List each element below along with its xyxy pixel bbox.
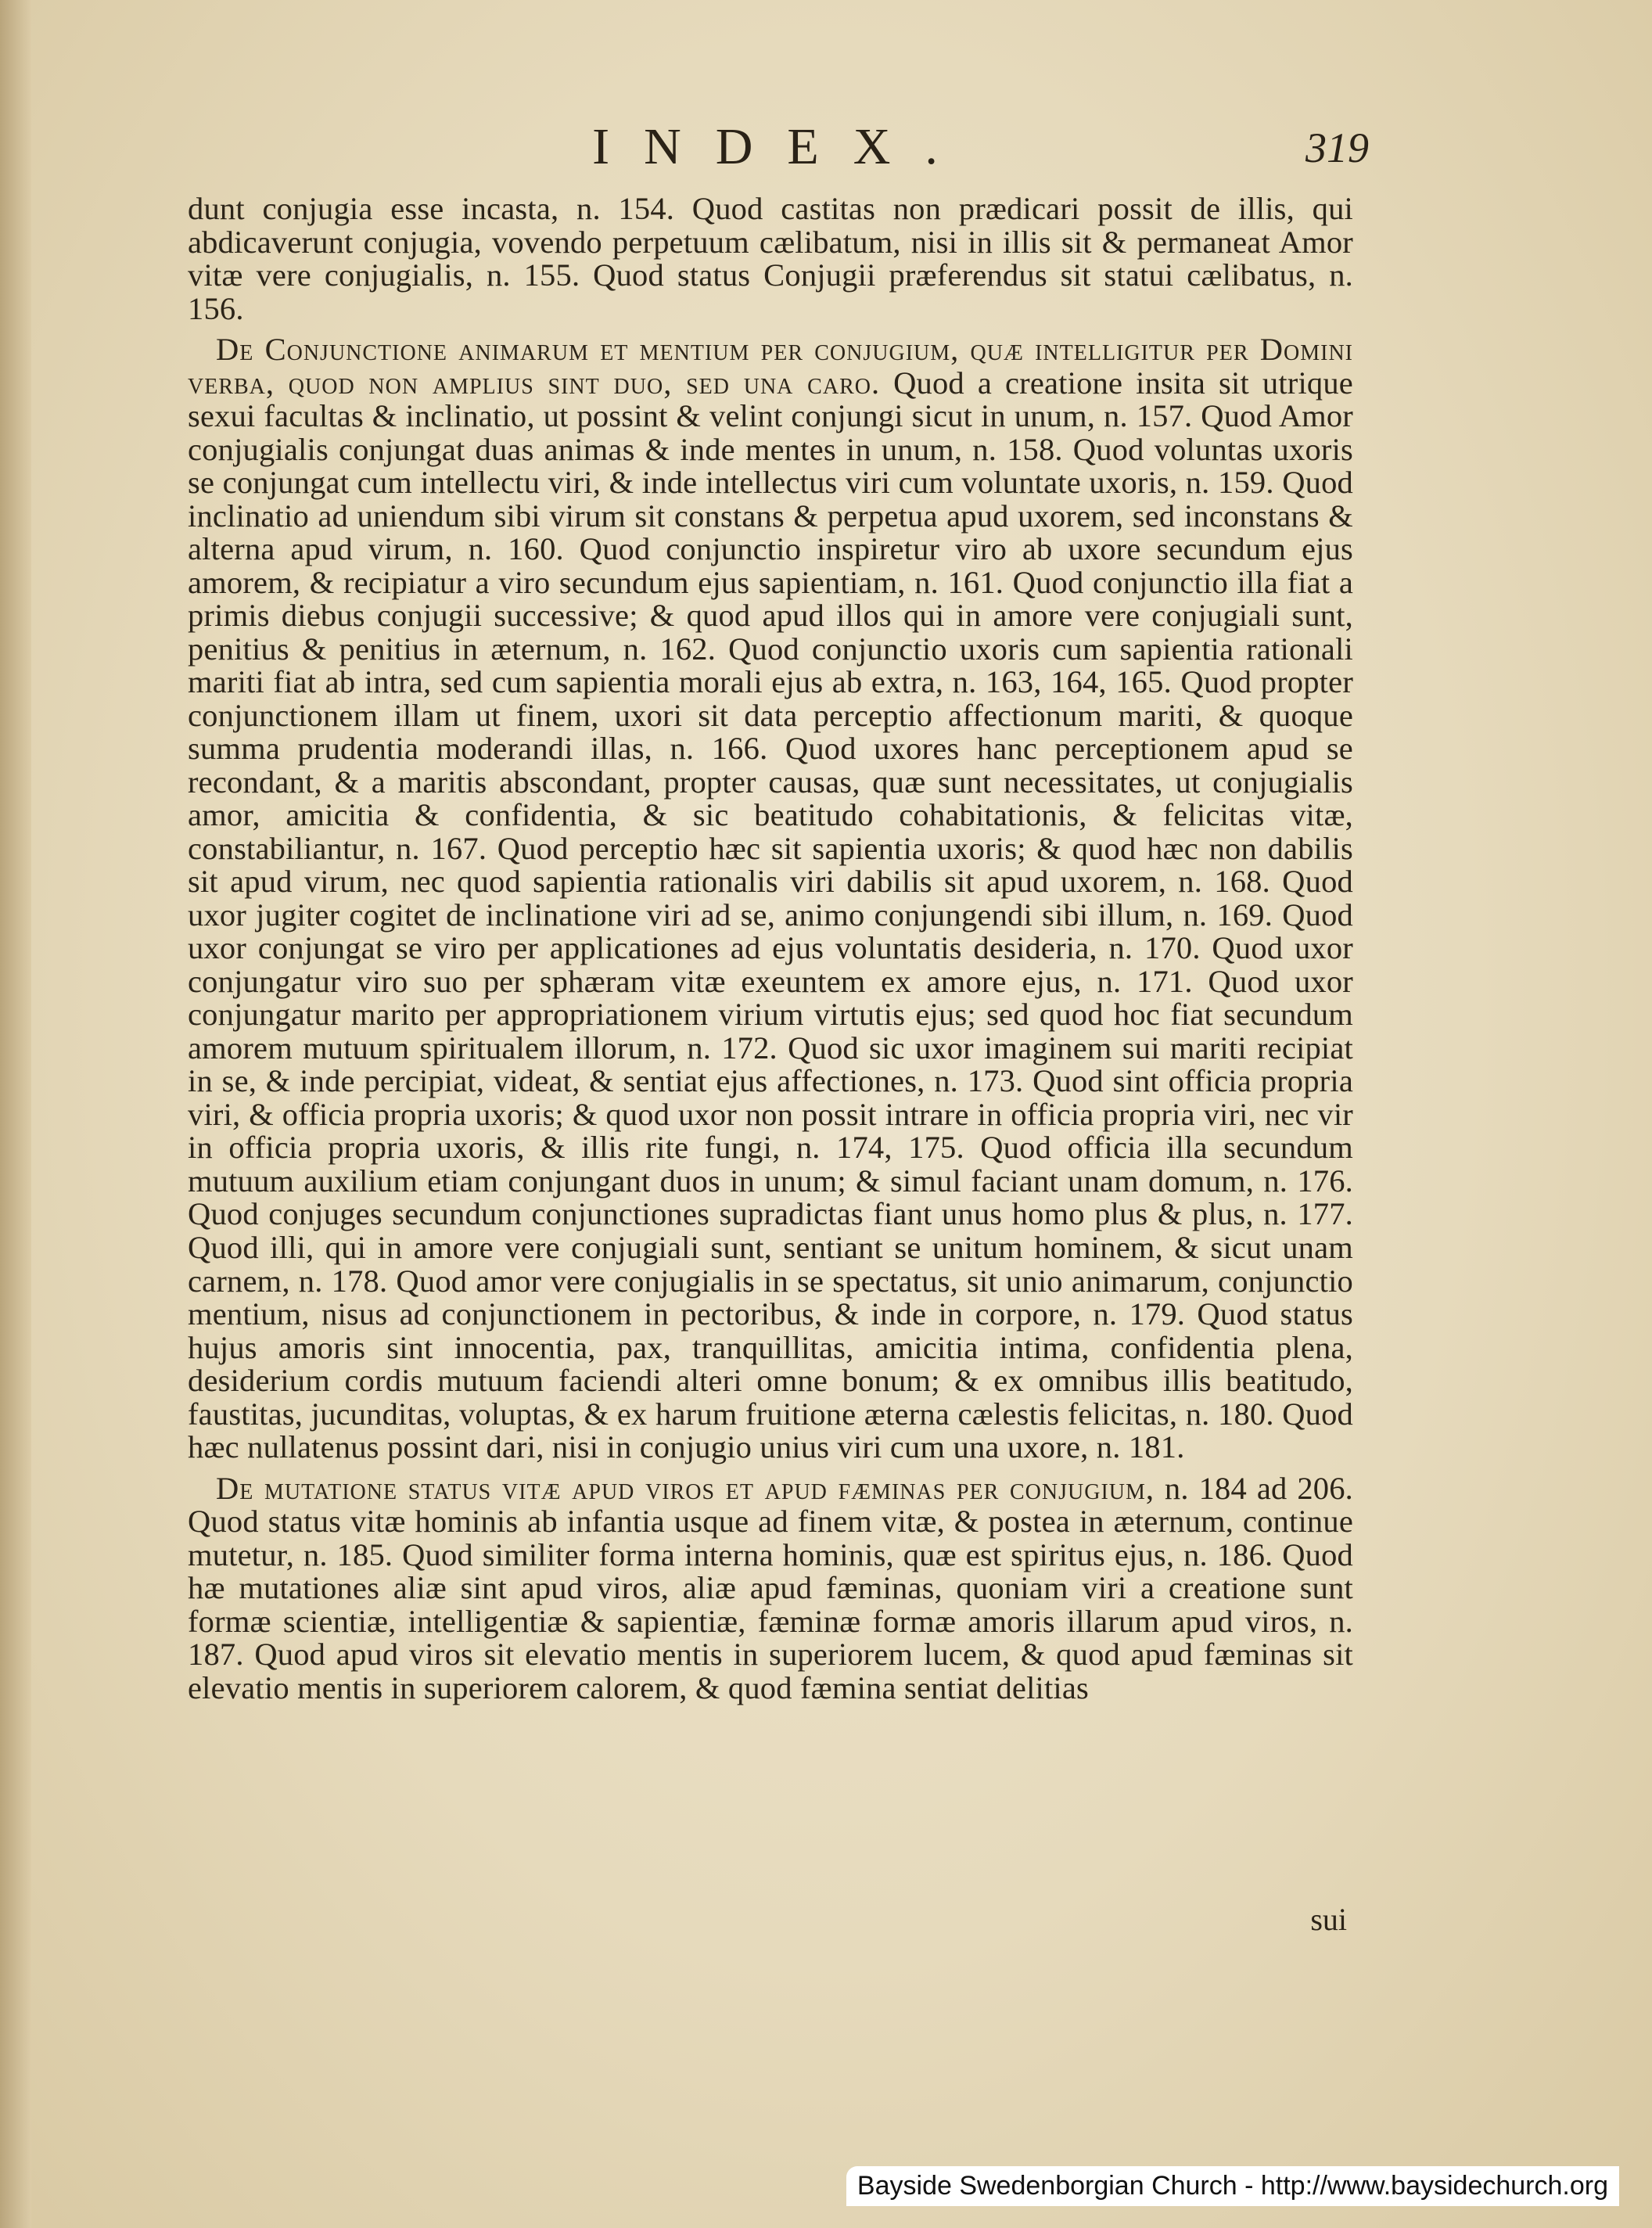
running-title: INDEX. [592,118,972,175]
catchword: sui [1310,1902,1347,1937]
index-entry-conjunction [188,333,1353,1464]
paragraph-continuation: dunt conjugia esse incasta, n. 154. Quod castitas non prædicari possit de illis, qui abdicaverunt conjugia, vovendo perpetuum cælibatum, nisi in illis sit & permaneat Amor vitæ vere conjugialis, n. 155. Quod status Conjugii præferendus sit statui cælibatus, n. 156. [188,191,1353,326]
page-number: 319 [1305,124,1369,171]
book-spine-shadow [0,0,31,2228]
index-text [188,192,1353,1712]
page-header [188,117,1369,180]
entry-heading: De Conjunctione animarum et mentium per conjugium, quæ intelligitur per Domini verba, quod non amplius sint duo, sed una caro. [188,332,1353,401]
entry-text: n. 184 ad 206. Quod status vitæ hominis ab infantia usque ad finem vitæ, & postea in æternum, continue mutetur, n. 185. Quod similiter forma interna hominis, quæ est spiritus ejus, n. 186. Quod hæ mutationes aliæ sint apud viros, aliæ apud fæminas, quoniam viri a creatione sunt formæ scientiæ, intelligentiæ & sapientiæ, fæminæ formæ amoris illarum apud viros, n. 187. Quod apud viros sit elevatio mentis in superiorem lucem, & quod apud fæminas sit elevatio mentis in superiorem calorem, & quod fæmina sentiat delitias [188,1470,1354,1705]
entry-text: Quod a creatione insita sit utrique sexui facultas & inclinatio, ut possint & velint conjungi sicut in unum, n. 157. Quod Amor conjugialis conjungat duas animas & inde mentes in unum, n. 158. Quod voluntas uxoris se conjungat cum intellectu viri, & inde intellectus viri cum voluntate uxoris, n. 159. Quod inclinatio ad uniendum sibi virum sit constans & perpetua apud uxorem, sed inconstans & alterna apud virum, n. 160. Quod conjunctio inspiretur viro ab uxore secundum ejus amorem, & recipiatur a viro secundum ejus sapientiam, n. 161. Quod conjunctio illa fiat a primis diebus conjugii successive; & quod apud illos qui in amore vere conjugiali sunt, penitius & penitius in æternum, n. 162. Quod conjunctio uxoris cum sapientia rationali mariti fiat ab intra, sed cum sapientia morali ejus ab extra, n. 163, 164, 165. Quod propter conjunctionem illam ut finem, uxori sit data perceptio affectionum mariti, & quoque summa prudentia moderandi illas, n. 166. Quod uxores hanc perceptionem apud se recondant, & a maritis abscondant, propter causas, quæ sunt necessitates, ut conjugialis amor, amicitia & confidentia, & sic beatitudo cohabitationis, & felicitas vitæ, constabiliantur, n. 167. Quod perceptio hæc sit sapientia uxoris; & quod hæc non dabilis sit apud virum, nec quod sapientia rationalis viri dabilis sit apud uxorem, n. 168. Quod uxor jugiter cogitet de inclinatione viri ad se, animo conjungendi sibi illum, n. 169. Quod uxor conjungat se viro per applicationes ad ejus voluntatis desideria, n. 170. Quod uxor conjungatur viro suo per sphæram vitæ exeuntem ex amore ejus, n. 171. Quod uxor conjungatur marito per appropriationem virium virtutis ejus; sed quod hoc fiat secundum amorem mutuum spiritualem illorum, n. 172. Quod sic uxor imaginem sui mariti recipiat in se, & inde percipiat, videat, & sentiat ejus affectiones, n. 173. Quod sint officia propria viri, & officia propria uxoris; & quod uxor non possit intrare in officia propria viri, nec vir in officia propria uxoris, & illis rite fungi, n. 174, 175. Quod officia illa secundum mutuum auxilium etiam conjungant duos in unum; & simul faciant unam domum, n. 176. Quod conjuges secundum conjunctiones supradictas fiant unus homo plus & plus, n. 177. Quod illi, qui in amore vere conjugiali sunt, sentiant se unitum hominem, & sicut unam carnem, n. 178. Quod amor vere conjugialis in se spectatus, sit unio animarum, conjunctio mentium, nisus ad conjunctionem in pectoribus, & inde in corpore, n. 179. Quod status hujus amoris sint innocentia, pax, tranquillitas, amicitia intima, confidentia plena, desiderium cordis mutuum faciendi alteri omne bonum; & ex omnibus illis beatitudo, faustitas, jucunditas, voluptas, & ex harum fruitione æterna cælestis felicitas, n. 180. Quod hæc nullatenus possint dari, nisi in conjugio unius viri cum una uxore, n. 181. [188,365,1353,1465]
watermark-caption: Bayside Swedenborgian Church - http://www.baysidechurch.org [846,2166,1619,2206]
index-entry-mutation [188,1472,1353,1705]
entry-heading: De mutatione status vitæ apud viros et apud fæminas per conjugium, [216,1470,1155,1506]
